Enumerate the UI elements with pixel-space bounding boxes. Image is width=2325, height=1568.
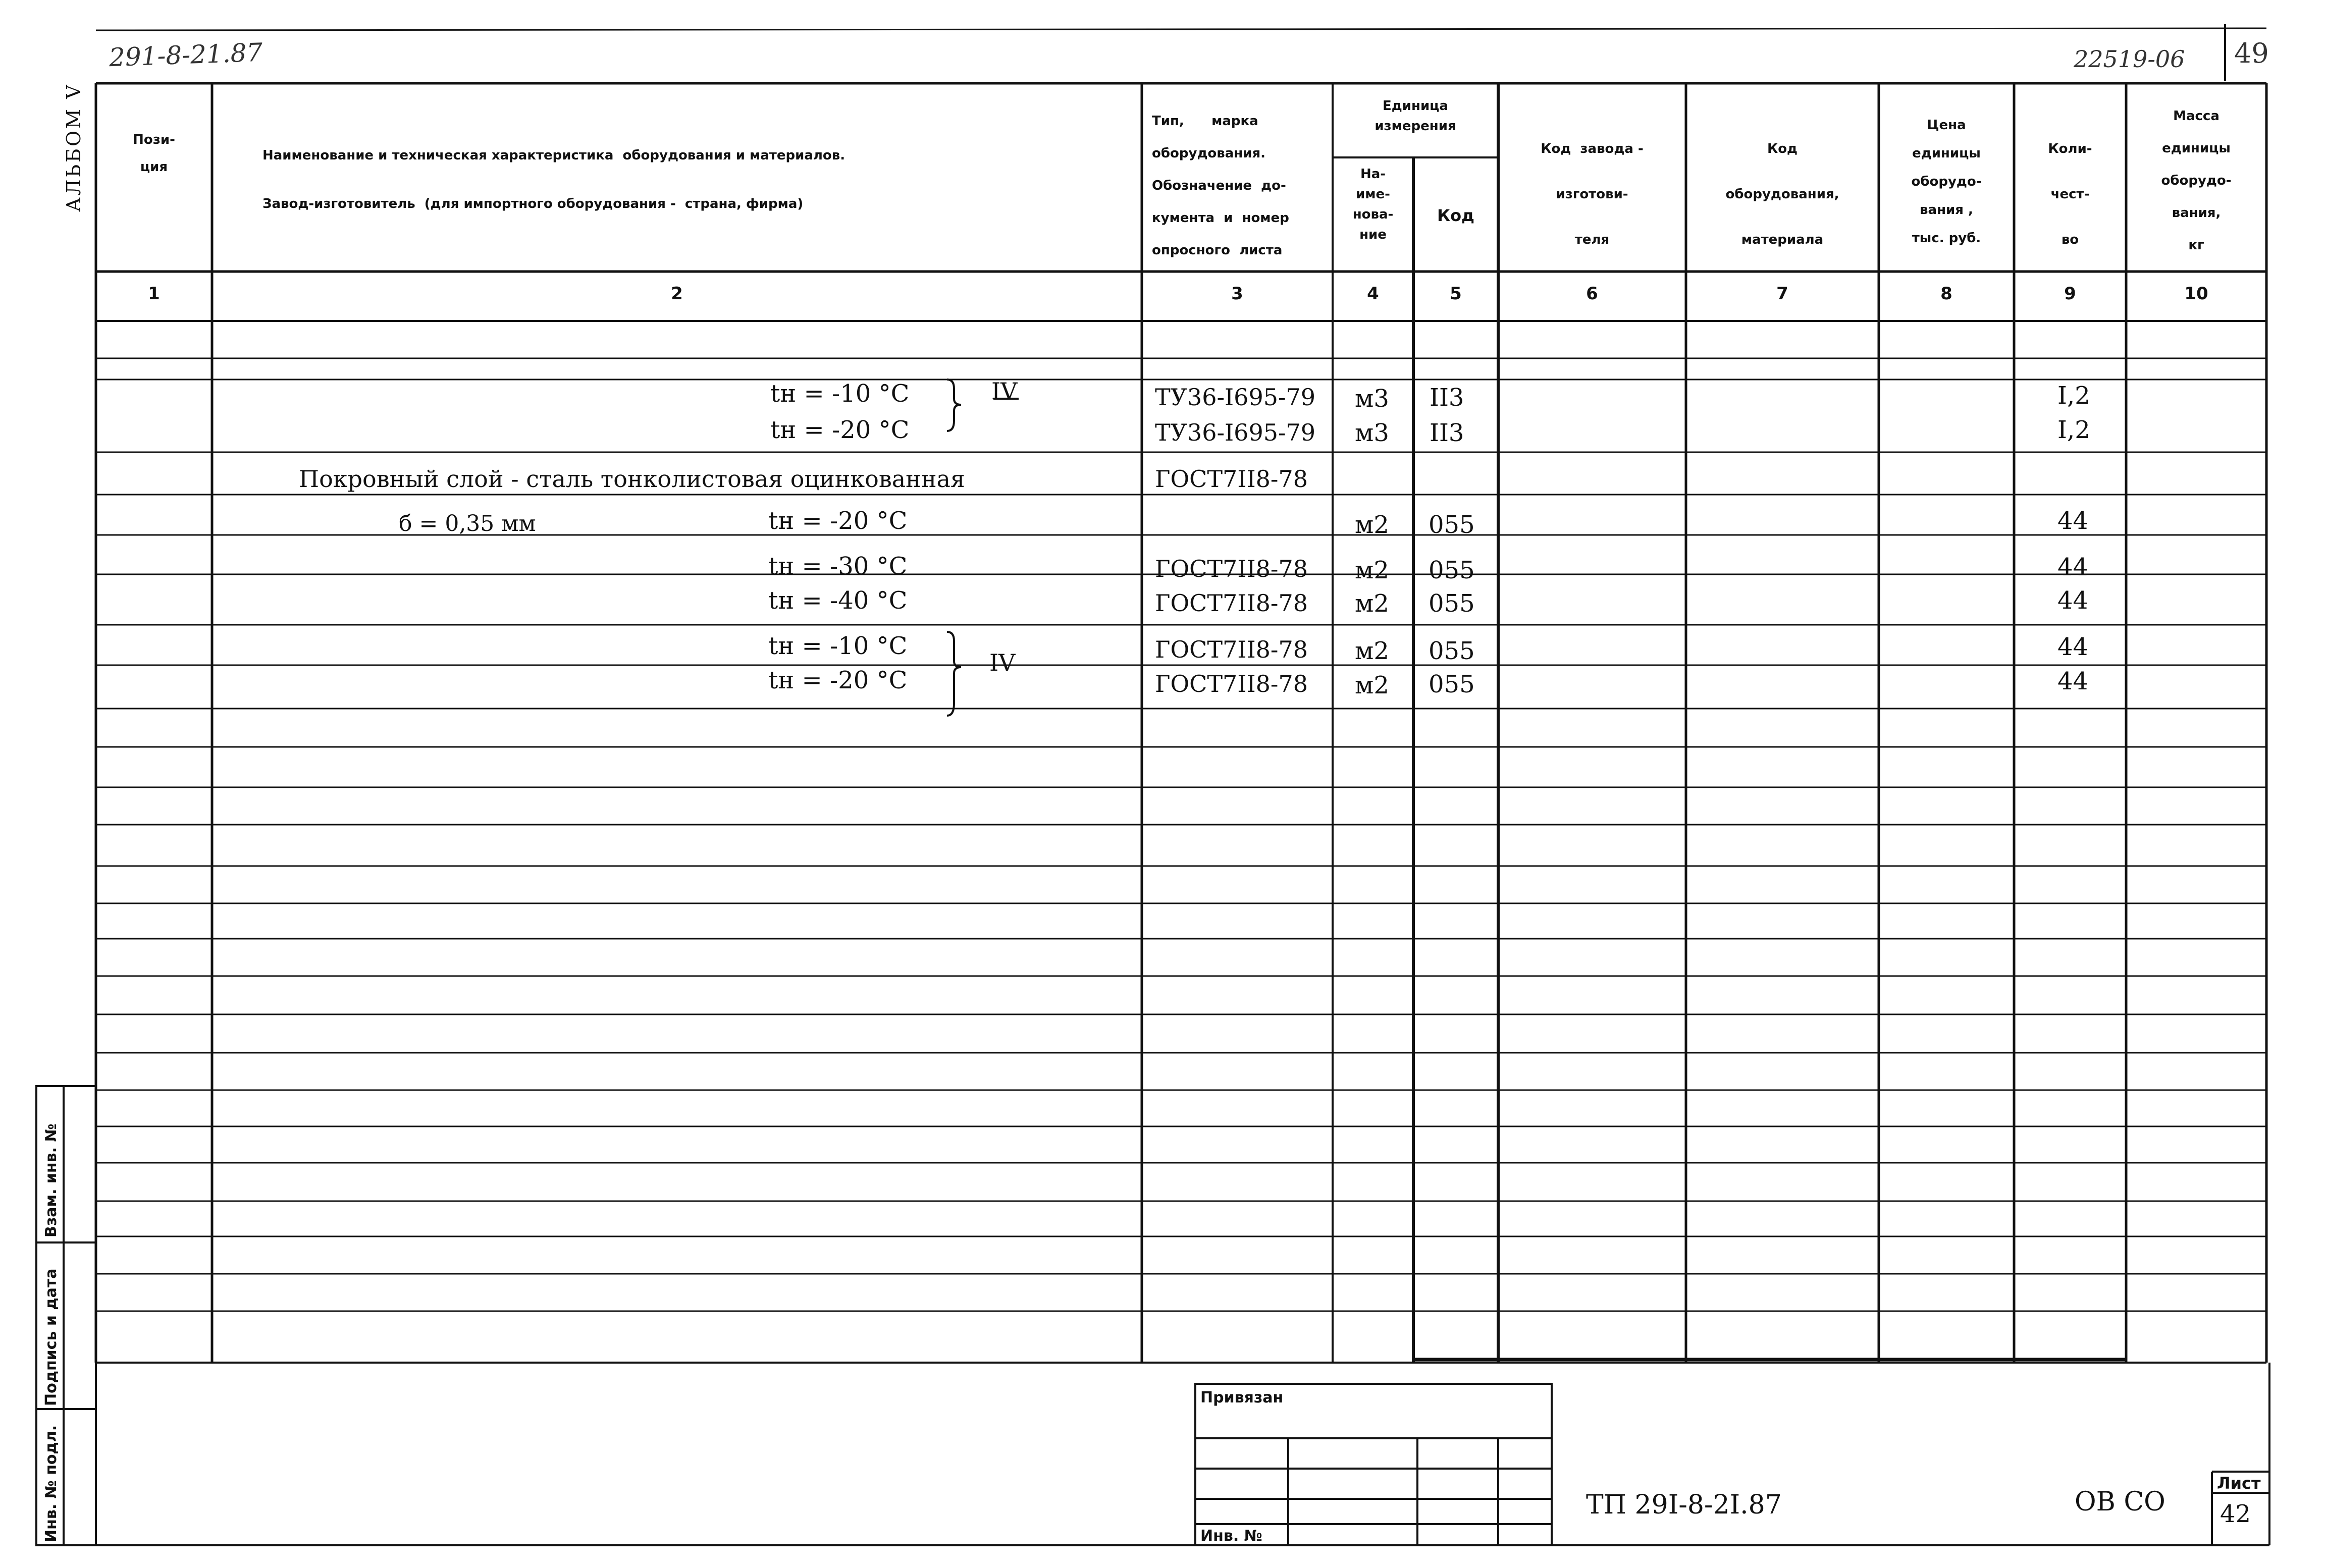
row-code: 055 [1429, 589, 1475, 618]
row-unit: м2 [1355, 671, 1389, 699]
album-label: АЛЬБОМ V [63, 83, 85, 212]
header-unit-group: Единица измерения [1375, 98, 1456, 134]
row-type: ГОСТ7II8-78 [1155, 555, 1308, 582]
col-number: 5 [1450, 284, 1462, 304]
row-temperature: tн = -20 °C [768, 507, 908, 535]
header-quantity: Коли- чест- во [2048, 141, 2092, 247]
row-temperature: tн = -20 °C [768, 666, 908, 694]
row-description: Покровный слой - сталь тонколистовая оцинкованная [299, 465, 965, 493]
row-type: ТУ36-I695-79 [1155, 419, 1316, 446]
row-type: ТУ36-I695-79 [1155, 384, 1316, 411]
row-code: II3 [1430, 384, 1464, 412]
col-number: 8 [1940, 284, 1952, 304]
side-label-signature-date: Подпись и дата [42, 1268, 60, 1406]
tb-designation: ТП 29I-8-2I.87 [1586, 1490, 1782, 1520]
col-number: 7 [1776, 284, 1788, 304]
row-temperature: tн = -10 °C [768, 632, 908, 660]
row-qty: 44 [2057, 633, 2089, 661]
row-qty: 44 [2057, 553, 2089, 581]
header-equipment-code: Код оборудования, материала [1725, 141, 1839, 247]
row-code: 055 [1429, 670, 1475, 698]
tb-inventory-number: Инв. № [1200, 1527, 1262, 1545]
row-unit: м2 [1355, 556, 1389, 584]
row-type: ГОСТ7II8-78 [1155, 589, 1308, 617]
header-name: Наименование и техническая характеристика оборудования и материалов. Завод-изготовитель (для импортного оборудования - страна, фирма) [262, 148, 846, 211]
header-unit-name: На- име- нова- ние [1352, 167, 1394, 242]
row-qty: 44 [2057, 507, 2089, 535]
row-subtext: б = 0,35 мм [399, 511, 536, 536]
header-unit-code: Код [1437, 206, 1474, 225]
brace-label: IV [989, 649, 1016, 676]
row-type: ГОСТ7II8-78 [1155, 465, 1308, 493]
row-unit: м3 [1355, 419, 1389, 447]
row-code: 055 [1429, 637, 1475, 665]
brace-label: IV [991, 377, 1018, 405]
tb-sheet-number: 42 [2220, 1500, 2251, 1528]
header-mass: Масса единицы оборудо- вания, кг [2161, 109, 2232, 253]
row-code: 055 [1429, 556, 1475, 584]
row-qty: 44 [2057, 586, 2089, 615]
header-type: Тип, марка оборудования. Обозначение до- кумента и номер опросного листа [1152, 114, 1289, 258]
row-qty: I,2 [2057, 382, 2090, 410]
col-number: 4 [1367, 284, 1379, 304]
tb-sheet-label: Лист [2217, 1474, 2261, 1493]
doc-number-top-right: 22519-06 [2074, 45, 2185, 73]
col-number: 10 [2184, 284, 2208, 304]
row-type: ГОСТ7II8-78 [1155, 636, 1308, 663]
col-number: 1 [148, 284, 160, 304]
row-temperature: tн = -10 °C [770, 380, 910, 408]
row-temperature: tн = -20 °C [770, 416, 910, 444]
row-temperature: tн = -40 °C [768, 586, 908, 615]
tb-set-code: ОВ СО [2075, 1487, 2165, 1517]
col-number: 2 [671, 284, 683, 304]
tb-privyazan: Привязан [1200, 1389, 1284, 1407]
row-code: II3 [1430, 419, 1464, 447]
row-type: ГОСТ7II8-78 [1155, 670, 1308, 697]
col-number: 3 [1231, 284, 1243, 304]
row-code: 055 [1429, 511, 1475, 539]
col-number: 9 [2064, 284, 2076, 304]
row-unit: м3 [1355, 385, 1389, 413]
col-number: 6 [1586, 284, 1598, 304]
row-unit: м2 [1355, 637, 1389, 665]
header-price: Цена единицы оборудо- вания , тыс. руб. [1911, 118, 1982, 246]
side-label-replacement-inventory: Взам. инв. № [42, 1123, 60, 1237]
side-label-original-inventory: Инв. № подл. [42, 1425, 60, 1542]
doc-number-top-left: 291-8-21.87 [109, 37, 263, 73]
row-unit: м2 [1355, 511, 1389, 539]
row-qty: 44 [2057, 667, 2089, 695]
row-unit: м2 [1355, 589, 1389, 618]
header-position: Пози- ция [133, 132, 175, 175]
header-plant-code: Код завода - изготови- теля [1541, 141, 1644, 247]
row-temperature: tн = -30 °C [768, 552, 908, 580]
row-qty: I,2 [2057, 416, 2090, 444]
page-number-top: 49 [2234, 37, 2269, 69]
